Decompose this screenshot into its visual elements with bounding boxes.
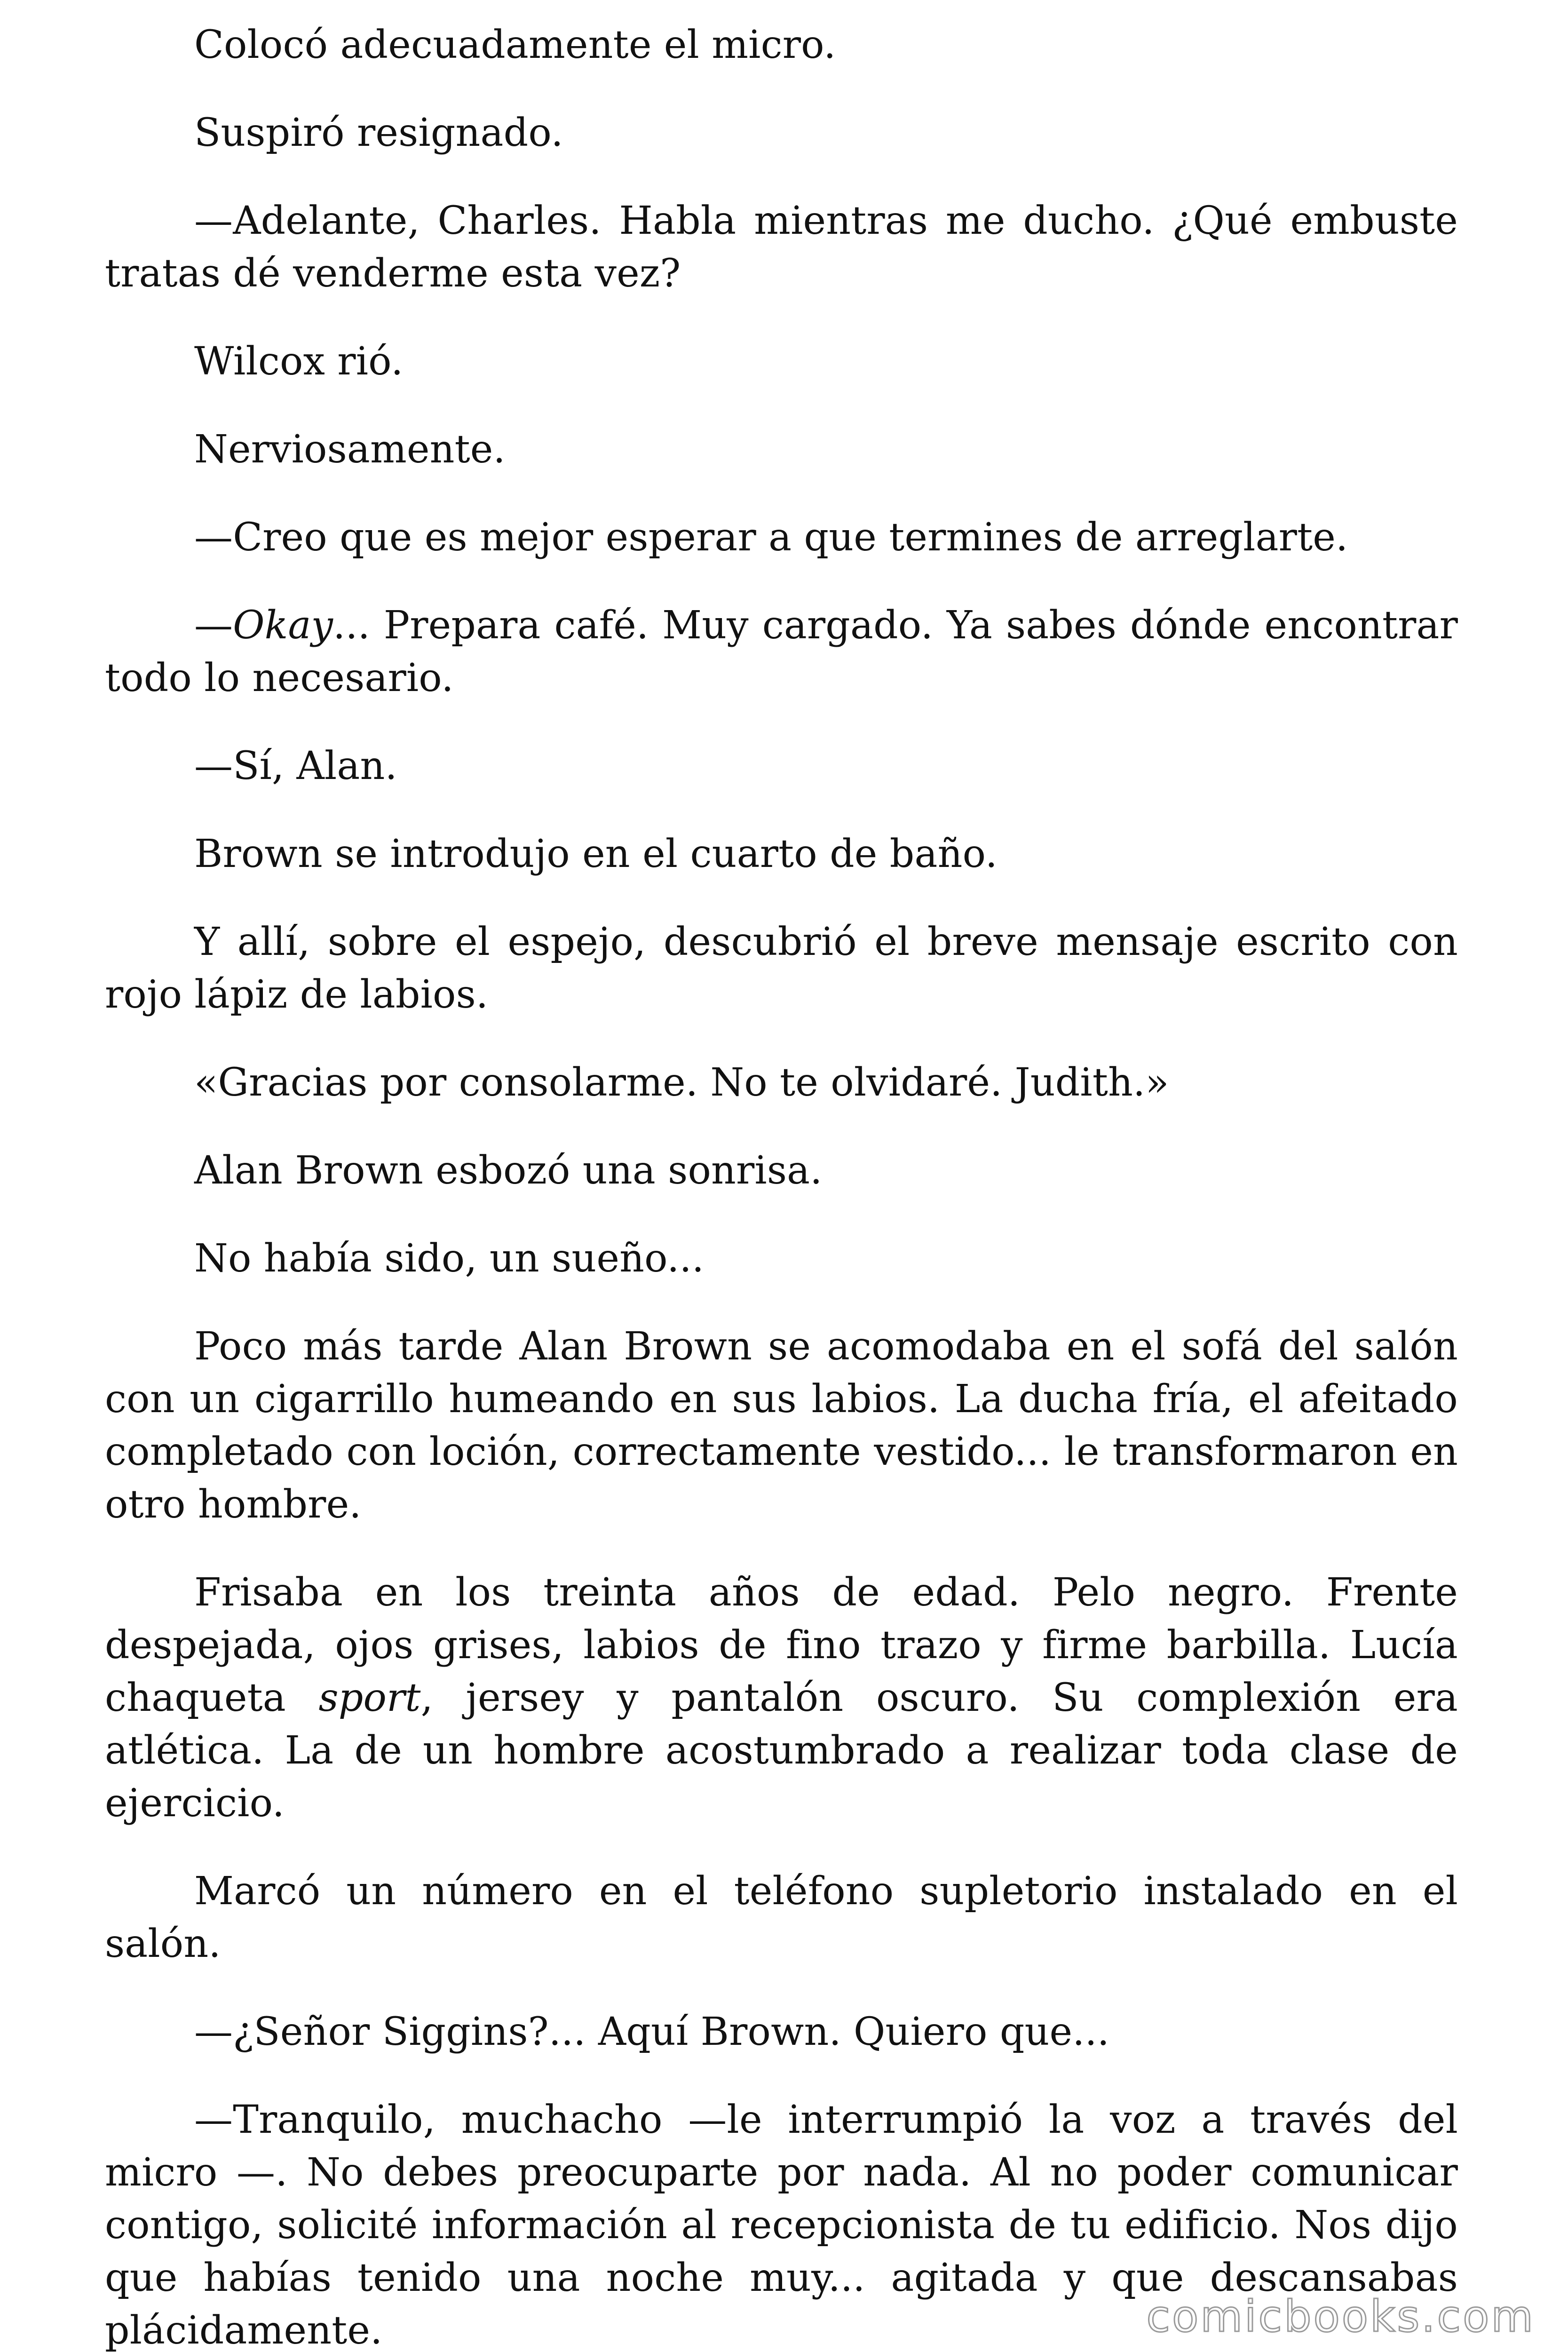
paragraph <box>105 740 1458 793</box>
paragraph-text: —Tranquilo, muchacho —le interrumpió la voz a través del micro —. No debes preocuparte por nada. Al no poder comunicar contigo, solicité información al recepcionista de tu edificio. Nos dijo que habías tenido una noche muy... agitada y que descansabas plácidamente. <box>105 2098 1458 2352</box>
text-column <box>105 19 1458 2352</box>
paragraph-text: —¿Señor Siggins?... Aquí Brown. Quiero que... <box>194 2010 1110 2054</box>
paragraph <box>105 1057 1458 1109</box>
paragraph-text: —Adelante, Charles. Habla mientras me ducho. ¿Qué embuste tratas dé venderme esta vez? <box>105 199 1458 296</box>
paragraph-text: Suspiró resignado. <box>194 111 563 155</box>
paragraph <box>105 19 1458 72</box>
italic-text: sport <box>318 1676 421 1720</box>
paragraph <box>105 511 1458 564</box>
paragraph <box>105 423 1458 476</box>
paragraph-text: Frisaba en los treinta años de edad. Pelo negro. Frente despejada, ojos grises, labios de fino trazo y firme barbilla. Lucía chaqueta <box>105 1570 1458 1720</box>
paragraph <box>105 916 1458 1021</box>
paragraph <box>105 1232 1458 1285</box>
paragraph-text: No había sido, un sueño... <box>194 1236 705 1281</box>
paragraph-text: —Creo que es mejor esperar a que termines de arreglarte. <box>194 515 1348 560</box>
paragraph-text: Nerviosamente. <box>194 427 506 472</box>
paragraph <box>105 195 1458 300</box>
paragraph-text: Wilcox rió. <box>194 339 404 384</box>
paragraph <box>105 1865 1458 1971</box>
paragraph <box>105 1144 1458 1197</box>
watermark: comicbooks.com <box>1146 2291 1535 2342</box>
paragraph-text: ... Prepara café. Muy cargado. Ya sabes dónde encontrar todo lo necesario. <box>105 603 1458 700</box>
paragraph <box>105 1320 1458 1531</box>
paragraph-text: Colocó adecuadamente el micro. <box>194 23 836 67</box>
paragraph-text: — <box>194 603 233 648</box>
paragraph-text: Y allí, sobre el espejo, descubrió el breve mensaje escrito con rojo lápiz de labios. <box>105 920 1458 1017</box>
paragraph <box>105 107 1458 159</box>
paragraph <box>105 599 1458 705</box>
paragraph <box>105 2006 1458 2058</box>
paragraph-text: , jersey y pantalón oscuro. Su complexión era atlética. La de un hombre acostumbrado a realizar toda clase de ejercicio. <box>105 1676 1458 1826</box>
paragraph-text: «Gracias por consolarme. No te olvidaré. Judith.» <box>194 1060 1169 1105</box>
italic-text: Okay <box>233 603 333 648</box>
paragraph <box>105 828 1458 881</box>
paragraph-text: Alan Brown esbozó una sonrisa. <box>194 1148 823 1193</box>
paragraph-text: —Sí, Alan. <box>194 744 397 788</box>
paragraph-text: Marcó un número en el teléfono supletorio instalado en el salón. <box>105 1869 1458 1966</box>
paragraph-text: Poco más tarde Alan Brown se acomodaba en el sofá del salón con un cigarrillo humeando en sus labios. La ducha fría, el afeitado completado con loción, correctamente vestido... le transformaron en otro hombre. <box>105 1324 1458 1527</box>
paragraph-text: Brown se introdujo en el cuarto de baño. <box>194 832 998 876</box>
paragraph <box>105 1566 1458 1830</box>
paragraph <box>105 335 1458 388</box>
